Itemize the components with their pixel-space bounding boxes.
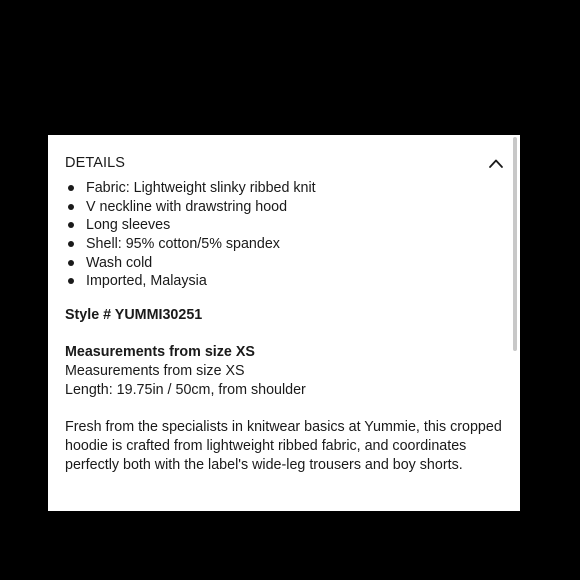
details-bullet-list <box>65 179 510 291</box>
product-description: Fresh from the specialists in knitwear basics at Yummie, this cropped hoodie is crafted from lightweight ribbed fabric, and coordinates perfectly both with the label's wide-leg trousers and boy shorts. <box>65 419 502 474</box>
list-item: Long sleeves <box>65 216 510 235</box>
details-accordion-header[interactable] <box>65 151 505 175</box>
style-number: Style # YUMMI30251 <box>65 307 203 324</box>
section-title: DETAILS <box>65 155 126 171</box>
measurements-line: Length: 19.75in / 50cm, from shoulder <box>65 382 306 399</box>
list-item: Fabric: Lightweight slinky ribbed knit <box>65 179 510 198</box>
details-content <box>65 179 510 475</box>
list-item: Shell: 95% cotton/5% spandex <box>65 235 510 254</box>
scrollbar-thumb[interactable] <box>513 137 517 351</box>
list-item: Wash cold <box>65 254 510 273</box>
measurements-heading: Measurements from size XS <box>65 344 255 361</box>
details-panel <box>48 135 520 511</box>
list-item: V neckline with drawstring hood <box>65 198 510 217</box>
list-item: Imported, Malaysia <box>65 272 510 291</box>
chevron-up-icon[interactable] <box>488 157 504 169</box>
measurements-line: Measurements from size XS <box>65 363 245 380</box>
